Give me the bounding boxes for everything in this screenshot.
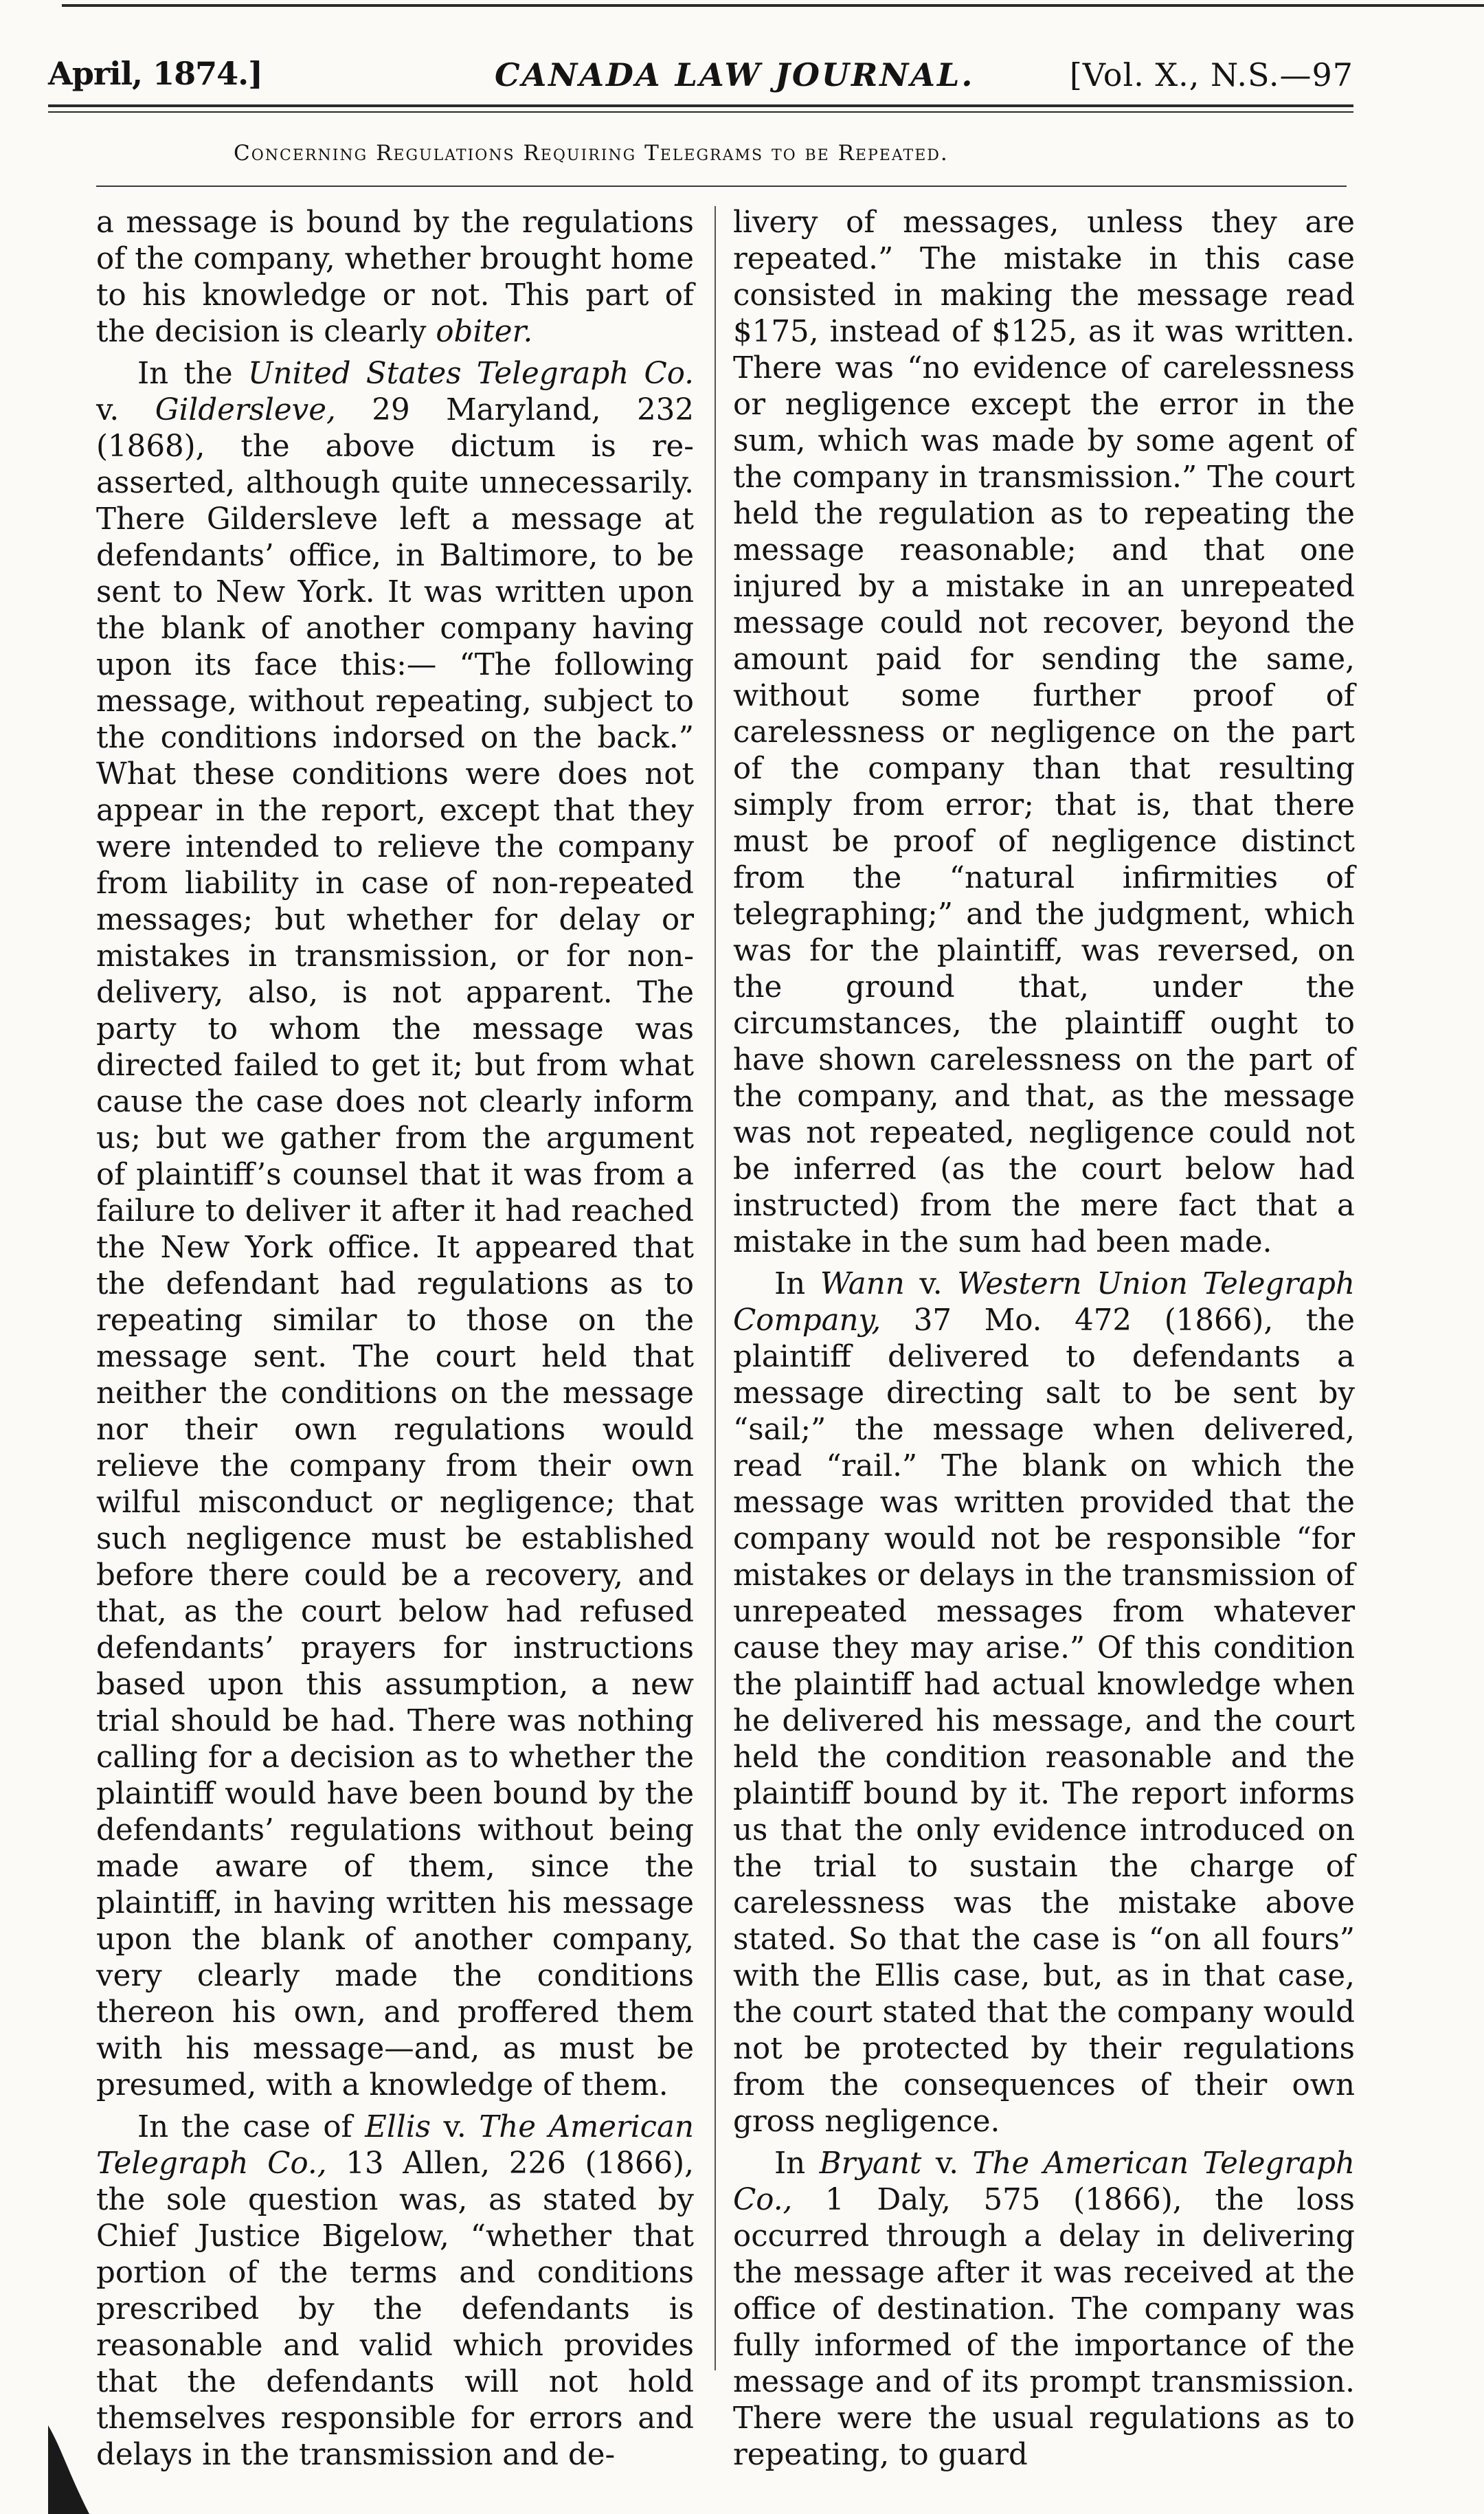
text-run: livery of messages, unless they are repeated.” The mistake in this case consisted in making the message read $175, instead of $125, as it was written. There was “no evidence of carelessness or negligence except the error in the sum, which was made by some agent of the company in transmission.” The court held the regulation as to repeating the message reasonable; and that one injured by a mistake in an unrepeated message could not recover, beyond the amount paid for sending the same, without some further proof of carelessness or negligence on the part of the company than that resulting simply from error; that is, that there must be proof of negligence distinct from the “natural infirmities of telegraphing;” and the judgment, which was for the plaintiff, was reversed, on the ground that, under the circumstances, the plaintiff ought to have shown carelessness on the part of the company, and that, as the message was not repeated, negligence could not be inferred (as the court below had instructed) from the mere fact that a mistake in the sum had been made.	[733, 205, 1355, 1259]
text-run: In the	[137, 357, 248, 391]
top-border-rule	[62, 4, 1484, 7]
left-text-column	[96, 205, 694, 2473]
volume-page-number: [Vol. X., N.S.—97	[1069, 56, 1353, 93]
paragraph	[96, 2109, 694, 2473]
binding-edge-shadow	[48, 2418, 89, 2514]
column-divider	[715, 206, 716, 2370]
article-subheading: Concerning Regulations Requiring Telegrams to be Repeated.	[234, 141, 949, 166]
text-run: a message is bound by the regulations of the company, whether brought home to his knowledge or not. This part of the decision is clearly	[96, 205, 694, 349]
right-text-column	[733, 205, 1355, 2473]
text-run: In	[774, 1267, 820, 1301]
case-name-italic: Ellis	[365, 2110, 431, 2144]
journal-title: CANADA LAW JOURNAL.	[495, 56, 975, 93]
text-run: v.	[96, 393, 155, 427]
subheading-rule	[96, 186, 1347, 187]
case-name-italic: Gildersleve,	[155, 393, 336, 427]
text-run: 29 Maryland, 232 (1868), the above dictum is re-asserted, although quite unnecessarily. There Gildersleve left a message at defendants’ office, in Baltimore, to be sent to New York. It was written upon the blank of another company having upon its face this:— “The following message, without repeating, subject to the conditions indorsed on the back.” What these conditions were does not appear in the report, except that they were intended to relieve the company from liability in case of non-repeated messages; but whether for delay or mistakes in transmission, or for non-delivery, also, is not apparent. The party to whom the message was directed failed to get it; but from what cause the case does not clearly inform us; but we gather from the argument of plaintiff’s counsel that it was from a failure to deliver it after it had reached the New York office. It appeared that the defendant had regulations as to repeating similar to those on the message sent. The court held that neither the conditions on the message nor their own regulations would relieve the company from their own wilful misconduct or negligence; that such negligence must be established before there could be a recovery, and that, as the court below had refused defendants’ prayers for instructions based upon this assumption, a new trial should be had. There was nothing calling for a decision as to whether the plaintiff would have been bound by the defendants’ regulations without being made aware of them, since the plaintiff, in having written his message upon the blank of another company, very clearly made the conditions thereon his own, and proffered them with his message—and, as must be presumed, with a knowledge of them.	[96, 393, 694, 2102]
running-head	[48, 49, 1353, 104]
text-run: 37 Mo. 472 (1866), the plaintiff delivered to defendants a message directing salt to be sent by “sail;” the message when delivered, read “rail.” The blank on which the message was written provided that the company would not be responsible “for mistakes or delays in the transmission of unrepeated messages from whatever cause they may arise.” Of this condition the plaintiff had actual knowledge when he delivered his message, and the court held the condition reasonable and the plaintiff bound by it. The report informs us that the only evidence introduced on the trial to sustain the charge of carelessness was the mistake above stated. So that the case is “on all fours” with the Ellis case, but, as in that case, the court stated that the company would not be protected by their regulations from the consequences of their own gross negligence.	[733, 1303, 1355, 2139]
case-name-italic: Western Union Telegraph Company,	[733, 1267, 1355, 1338]
text-run: 13 Allen, 226 (1866), the sole question was, as stated by Chief Justice Bigelow, “whether that portion of the terms and conditions prescribed by the defendants is reasonable and valid which provides that the defendants will not hold themselves responsible for errors and delays in the transmission and de-	[96, 2146, 694, 2472]
header-rule-thin	[48, 111, 1353, 113]
text-run: In the case of	[137, 2110, 366, 2144]
text-run: v.	[431, 2110, 480, 2144]
case-name-italic: obiter.	[436, 315, 533, 349]
case-name-italic: Wann	[820, 1267, 905, 1301]
text-run: v.	[904, 1267, 958, 1301]
case-name-italic: United States Telegraph Co.	[247, 357, 694, 391]
paragraph	[733, 205, 1355, 1261]
text-run: v.	[921, 2146, 973, 2181]
text-run: 1 Daly, 575 (1866), the loss occurred through a delay in delivering the message after it was received at the office of destination. The company was fully informed of the importance of the message and of its prompt transmission. There were the usual regulations as to repeating, to guard	[733, 2183, 1355, 2472]
case-name-italic: Bryant	[819, 2146, 922, 2181]
paragraph	[733, 2146, 1355, 2473]
header-rule-thick	[48, 104, 1353, 107]
paragraph	[96, 205, 694, 350]
case-name-italic: The American Telegraph Co.,	[96, 2110, 694, 2181]
paragraph	[96, 356, 694, 2104]
text-run: In	[774, 2146, 820, 2181]
issue-date: April, 1874.]	[48, 55, 262, 92]
paragraph	[733, 1266, 1355, 2140]
case-name-italic: The American Telegraph Co.,	[733, 2146, 1355, 2217]
